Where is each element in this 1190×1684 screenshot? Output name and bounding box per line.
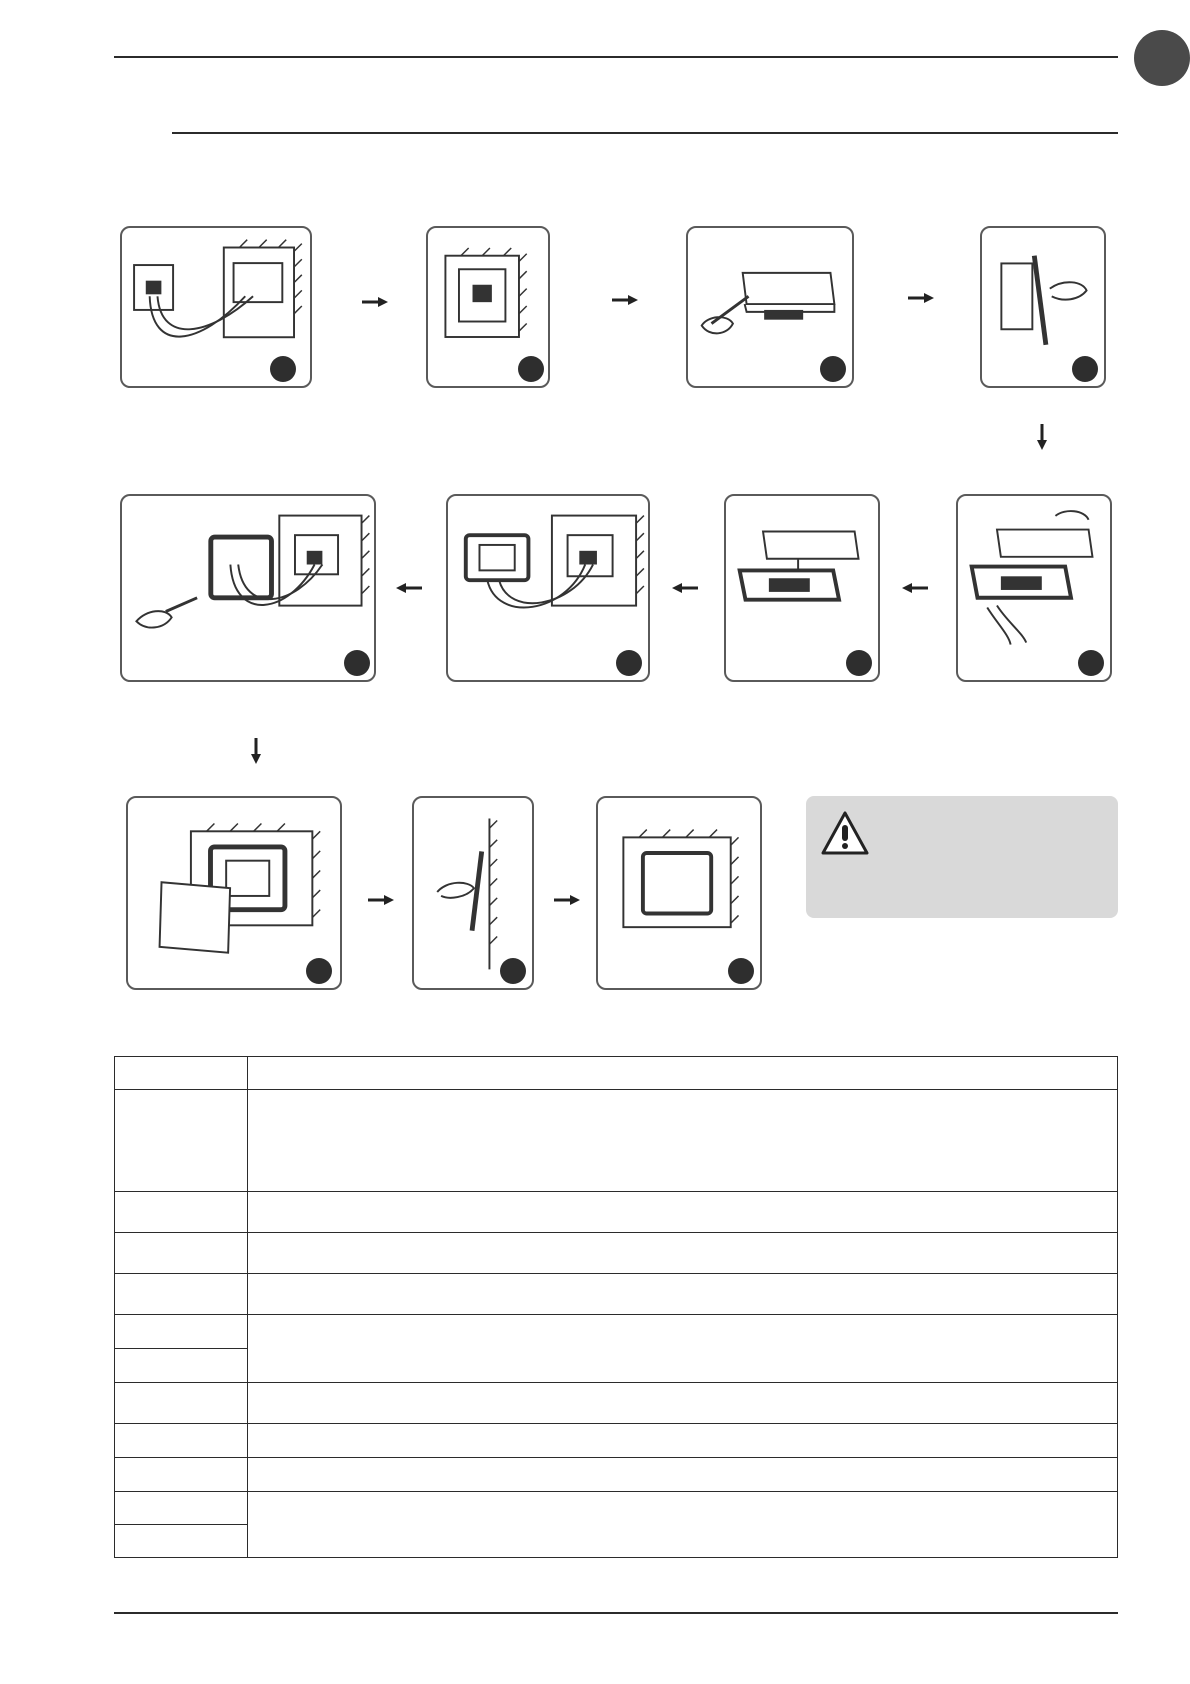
step-number-badge <box>344 650 370 676</box>
table-cell-value <box>248 1057 1118 1090</box>
step-panel-8 <box>120 494 376 682</box>
step-panel-9 <box>126 796 342 990</box>
step-panel-10 <box>412 796 534 990</box>
left-arrow-icon <box>396 582 422 594</box>
right-arrow-icon <box>554 894 580 906</box>
footer-rule <box>114 1612 1118 1614</box>
step-panel-1 <box>120 226 312 388</box>
right-arrow-icon <box>368 894 394 906</box>
table-cell-key <box>115 1233 248 1274</box>
down-arrow-icon <box>1036 424 1048 450</box>
table-cell-key <box>115 1192 248 1233</box>
step-number-badge <box>846 650 872 676</box>
step-number-badge <box>1078 650 1104 676</box>
down-arrow-icon <box>250 738 262 764</box>
page-marker <box>1134 30 1190 86</box>
step-number-badge <box>616 650 642 676</box>
table-cell-key <box>115 1349 248 1383</box>
warning-triangle-icon <box>820 810 870 856</box>
table-cell-key <box>115 1383 248 1424</box>
right-arrow-icon <box>908 292 934 304</box>
backplate-screws-icon <box>122 496 374 680</box>
left-arrow-icon <box>672 582 698 594</box>
warning-box <box>806 796 1118 918</box>
step-panel-11 <box>596 796 762 990</box>
table-cell-key <box>115 1090 248 1192</box>
table-cell-value <box>248 1315 1118 1383</box>
panel-attach-icon <box>128 798 340 988</box>
table-cell-value <box>248 1274 1118 1315</box>
table-cell-value <box>248 1383 1118 1424</box>
table-cell-value <box>248 1458 1118 1492</box>
header-rule <box>114 56 1118 58</box>
section-rule <box>172 132 1118 134</box>
table-cell-value <box>248 1192 1118 1233</box>
table-cell-key <box>115 1424 248 1458</box>
right-arrow-icon <box>362 296 388 308</box>
step-number-badge <box>518 356 544 382</box>
step-number-badge <box>270 356 296 382</box>
table-cell-value <box>248 1492 1118 1558</box>
step-panel-6 <box>724 494 880 682</box>
table-cell-key <box>115 1492 248 1525</box>
table-cell-key <box>115 1057 248 1090</box>
step-panel-7 <box>446 494 650 682</box>
step-panel-4 <box>980 226 1106 388</box>
table-cell-key <box>115 1315 248 1349</box>
table-cell-key <box>115 1274 248 1315</box>
spec-table <box>114 1056 1118 1558</box>
step-number-badge <box>1072 356 1098 382</box>
right-arrow-icon <box>612 294 638 306</box>
table-cell-key <box>115 1525 248 1558</box>
step-number-badge <box>728 958 754 984</box>
table-cell-key <box>115 1458 248 1492</box>
step-panel-2 <box>426 226 550 388</box>
table-cell-value <box>248 1090 1118 1192</box>
step-panel-3 <box>686 226 854 388</box>
backplate-wiring-icon <box>448 496 648 680</box>
step-number-badge <box>500 958 526 984</box>
step-number-badge <box>306 958 332 984</box>
left-arrow-icon <box>902 582 928 594</box>
step-panel-5 <box>956 494 1112 682</box>
table-cell-value <box>248 1424 1118 1458</box>
table-cell-value <box>248 1233 1118 1274</box>
step-number-badge <box>820 356 846 382</box>
